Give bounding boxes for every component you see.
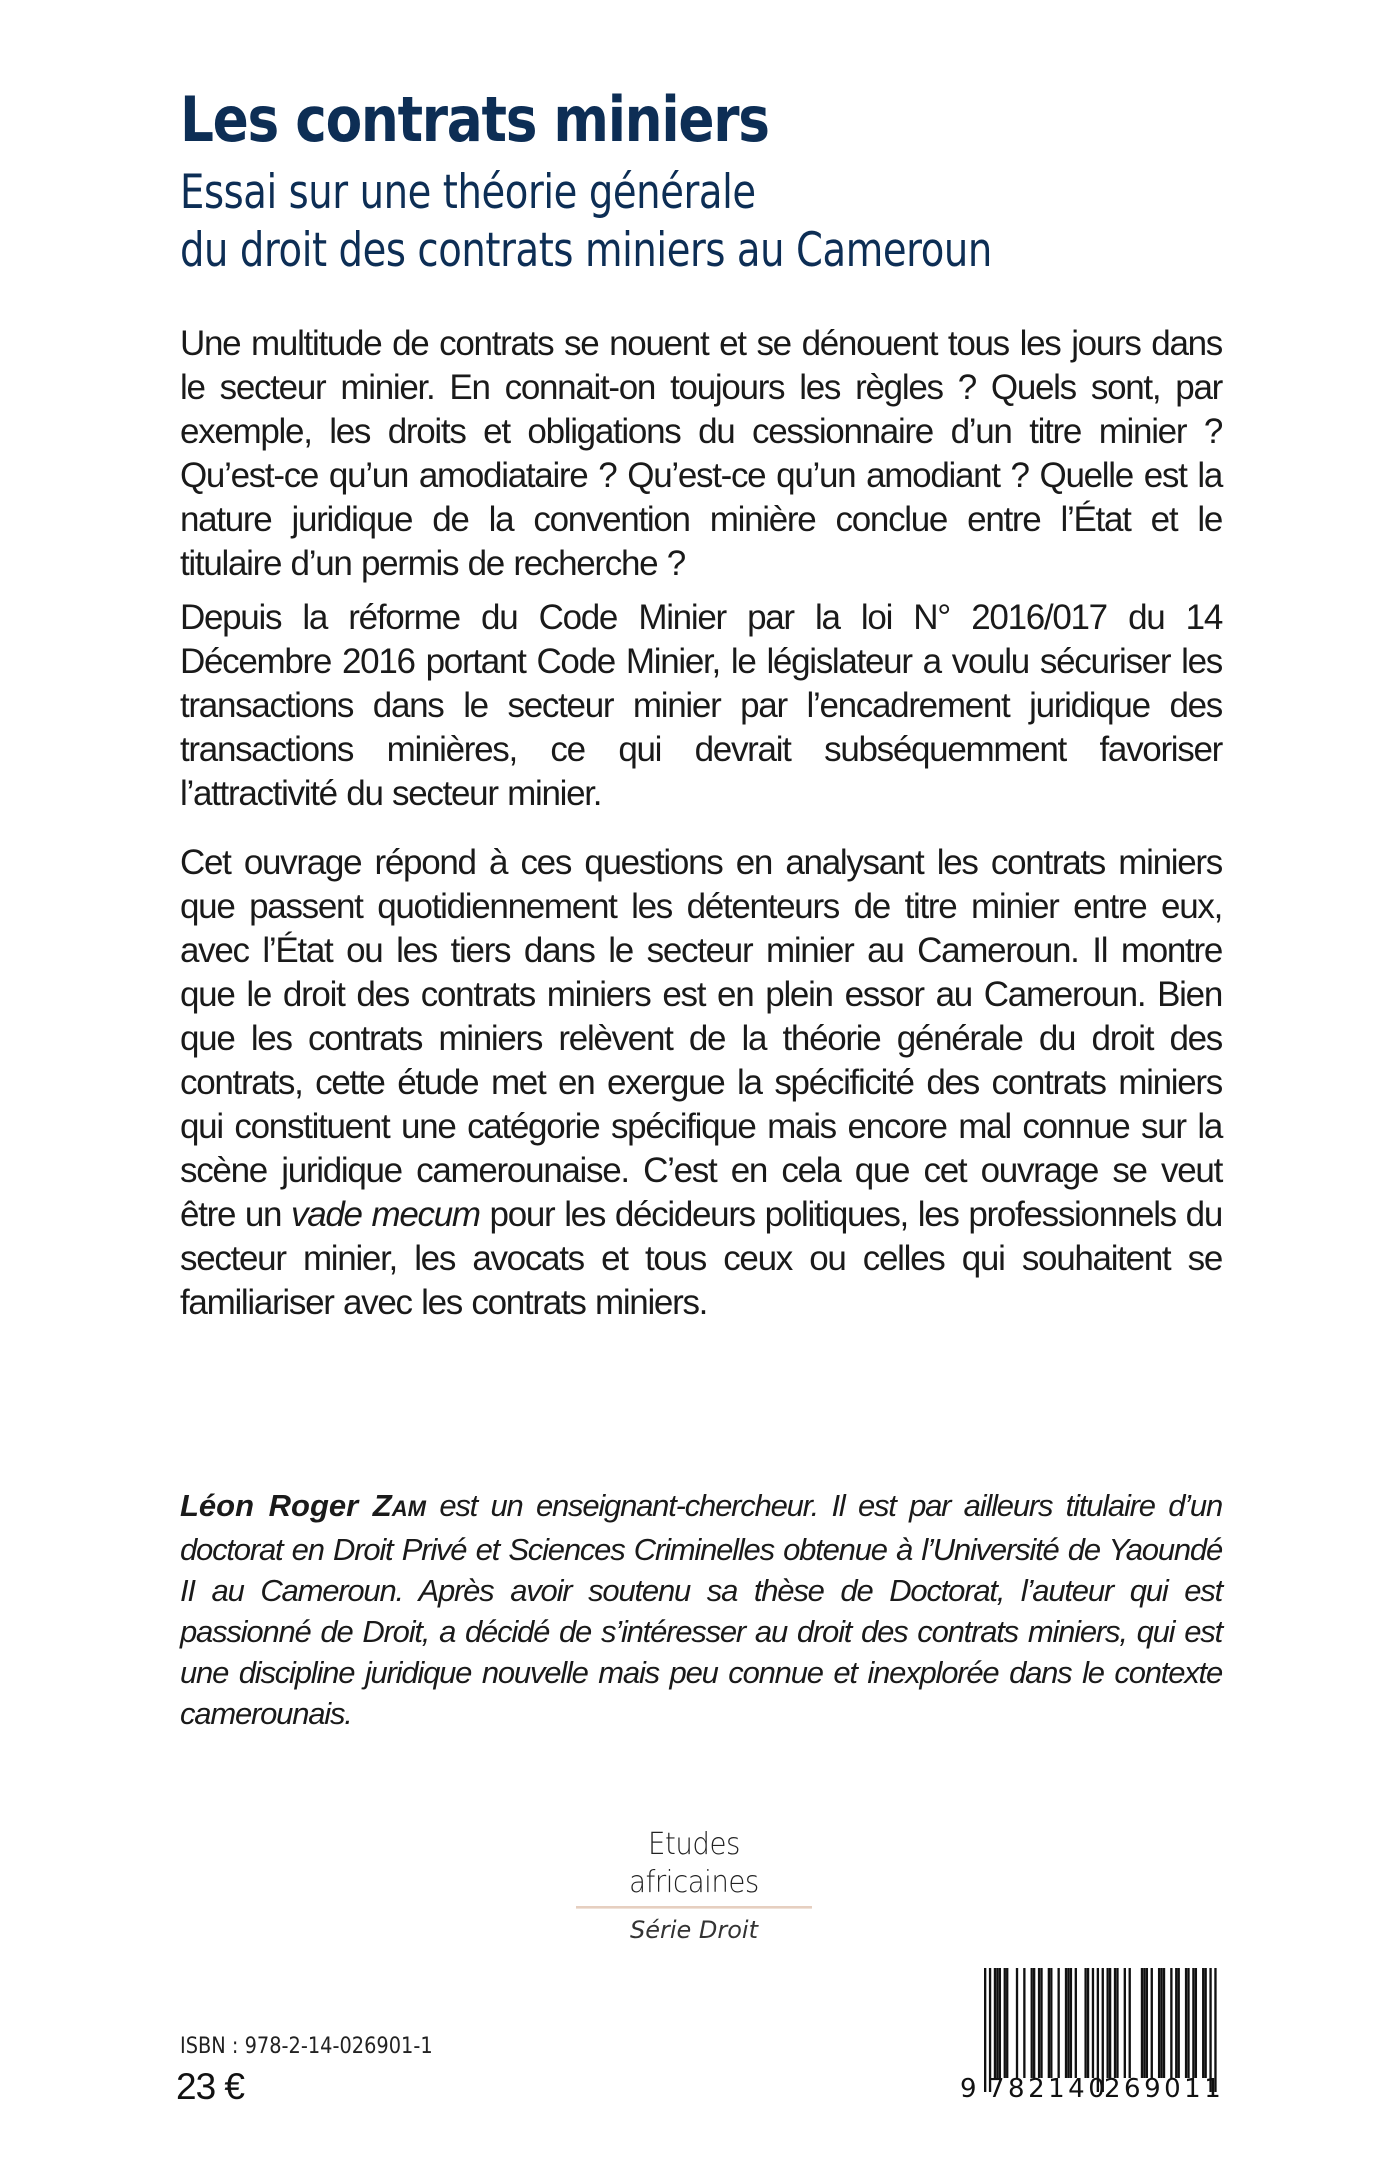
barcode-bar: [1075, 1968, 1077, 2078]
barcode-bar: [1016, 1968, 1018, 2078]
blurb-paragraph-2: [180, 596, 1222, 816]
barcode-bar: [999, 1968, 1001, 2078]
barcode-bar: [1006, 1968, 1008, 2078]
blurb-paragraph-3-part2: pour les décideurs politiques, les professionnels du secteur minier, les avocats et tous ceux ou celles qui souhaitent se familiariser avec les contrats miniers.: [180, 1195, 1222, 1322]
barcode-bar: [1192, 1968, 1194, 2078]
barcode-digit-prefix: 9: [960, 2074, 981, 2104]
blurb-paragraph-3: [180, 841, 1222, 1325]
subtitle-line-1: Essai sur une théorie générale: [180, 165, 756, 220]
barcode-bar: [1084, 1968, 1086, 2078]
barcode-bar: [1107, 1968, 1109, 2078]
barcode: [958, 1964, 1228, 2108]
barcode-bar: [1195, 1968, 1197, 2078]
barcode-bar: [1033, 1968, 1035, 2078]
barcode-bar: [1004, 1968, 1006, 2078]
barcode-bar: [996, 1968, 998, 2078]
blurb-paragraph-1: [180, 322, 1222, 586]
barcode-bar: [994, 1968, 996, 2078]
author-name-smallcaps: AM: [391, 1496, 426, 1521]
barcode-bar: [1031, 1968, 1033, 2078]
author-name: [180, 1488, 426, 1523]
barcode-bar: [1114, 1968, 1116, 2078]
barcode-bar: [1070, 1968, 1072, 2078]
series-subseries: Série Droit: [629, 1916, 759, 1944]
blurb-paragraph-2-text: Depuis la réforme du Code Minier par la loi N° 2016/017 du 14 Décembre 2016 portant Code Minier, le législateur a voulu sécuriser les transactions dans le secteur minier par l’encadrement juridique des transactions minières, ce qui devrait subséquemment favoriser l’attractivité du secteur minier.: [180, 598, 1222, 813]
barcode-digits-right: 269011: [1104, 2074, 1225, 2104]
blurb-paragraph-3-text: [180, 841, 1222, 1325]
author-bio: [180, 1485, 1222, 1734]
price: 23 €: [176, 2066, 245, 2107]
barcode-bar: [1175, 1968, 1177, 2078]
barcode-bar: [1158, 1968, 1160, 2078]
barcode-bar: [1129, 1968, 1131, 2078]
barcode-bar: [1087, 1968, 1089, 2078]
barcode-bar: [1202, 1968, 1204, 2078]
barcode-bar: [1205, 1968, 1207, 2078]
barcode-bar: [1092, 1968, 1094, 2078]
series-name: Etudes africaines: [629, 1827, 759, 1900]
barcode-bar: [1187, 1968, 1189, 2078]
barcode-bar: [1163, 1968, 1165, 2078]
latin-phrase: vade mecum: [291, 1195, 480, 1234]
blurb-paragraph-1-text: Une multitude de contrats se nouent et se dénouent tous les jours dans le secteur minier. En connait-on toujours les règles ? Quels sont, par exemple, les droits et obligations du cessionnaire d’un titre minier ? Qu’est-ce qu’un amodiataire ? Qu’est-ce qu’un amodiant ? Quelle est la nature juridique de la convention minière conclue entre l’État et le titulaire d’un permis de recherche ?: [180, 324, 1222, 583]
barcode-bar: [1040, 1968, 1042, 2078]
barcode-bar: [1151, 1968, 1153, 2078]
barcode-bar: [1058, 1968, 1060, 2078]
barcode-bar: [1185, 1968, 1187, 2078]
author-bio-text: est un enseignant-chercheur. Il est par ailleurs titulaire d’un doctorat en Droit Privé et Sciences Criminelles obtenue à l’Université de Yaoundé II au Cameroun. Après avoir soutenu sa thèse de Doctorat, l’auteur qui est passionné de Droit, a décidé de s’intéresser au droit des contrats miniers, qui est une discipline juridique nouvelle mais peu connue et inexplorée dans le contexte camerounais.: [180, 1488, 1223, 1731]
barcode-bar: [1124, 1968, 1126, 2078]
barcode-bar: [1038, 1968, 1040, 2078]
subtitle-line-2: du droit des contrats miniers au Cameroun: [180, 223, 992, 278]
barcode-bar: [1109, 1968, 1111, 2078]
barcode-bar: [1170, 1968, 1172, 2078]
barcode-bar: [1146, 1968, 1148, 2078]
barcode-bar: [1050, 1968, 1052, 2078]
barcode-bar: [1160, 1968, 1162, 2078]
author-name-first: Léon Roger Z: [180, 1488, 392, 1523]
barcode-bar: [1023, 1968, 1025, 2078]
barcode-bar: [1143, 1968, 1145, 2078]
series-logo: [574, 1826, 814, 1945]
barcode-bar: [1178, 1968, 1180, 2078]
barcode-digits: [958, 2074, 1228, 2106]
barcode-bar: [1067, 1968, 1069, 2078]
barcode-bar: [1116, 1968, 1118, 2078]
book-title: Les contrats miniers: [180, 83, 769, 156]
barcode-digits-left: 782140: [988, 2074, 1109, 2104]
barcode-bar: [1065, 1968, 1067, 2078]
barcode-bar: [1048, 1968, 1050, 2078]
series-divider: [576, 1906, 812, 1909]
barcode-bar: [1141, 1968, 1143, 2078]
isbn: ISBN : 978-2-14-026901-1: [180, 2034, 433, 2059]
blurb-paragraph-3-part1: Cet ouvrage répond à ces questions en analysant les contrats miniers que passent quotidiennement les détenteurs de titre minier entre eux, avec l’État ou les tiers dans le secteur minier au Cameroun. Il montre que le droit des contrats miniers est en plein essor au Cameroun. Bien que les contrats miniers relèvent de la théorie générale du droit des contrats, cette étude met en exergue la spécificité des contrats miniers qui constituent une catégorie spécifique mais encore mal connue sur la scène juridique camerounaise. C’est en cela que cet ouvrage se veut être un: [180, 843, 1222, 1234]
book-subtitle: [180, 164, 992, 280]
